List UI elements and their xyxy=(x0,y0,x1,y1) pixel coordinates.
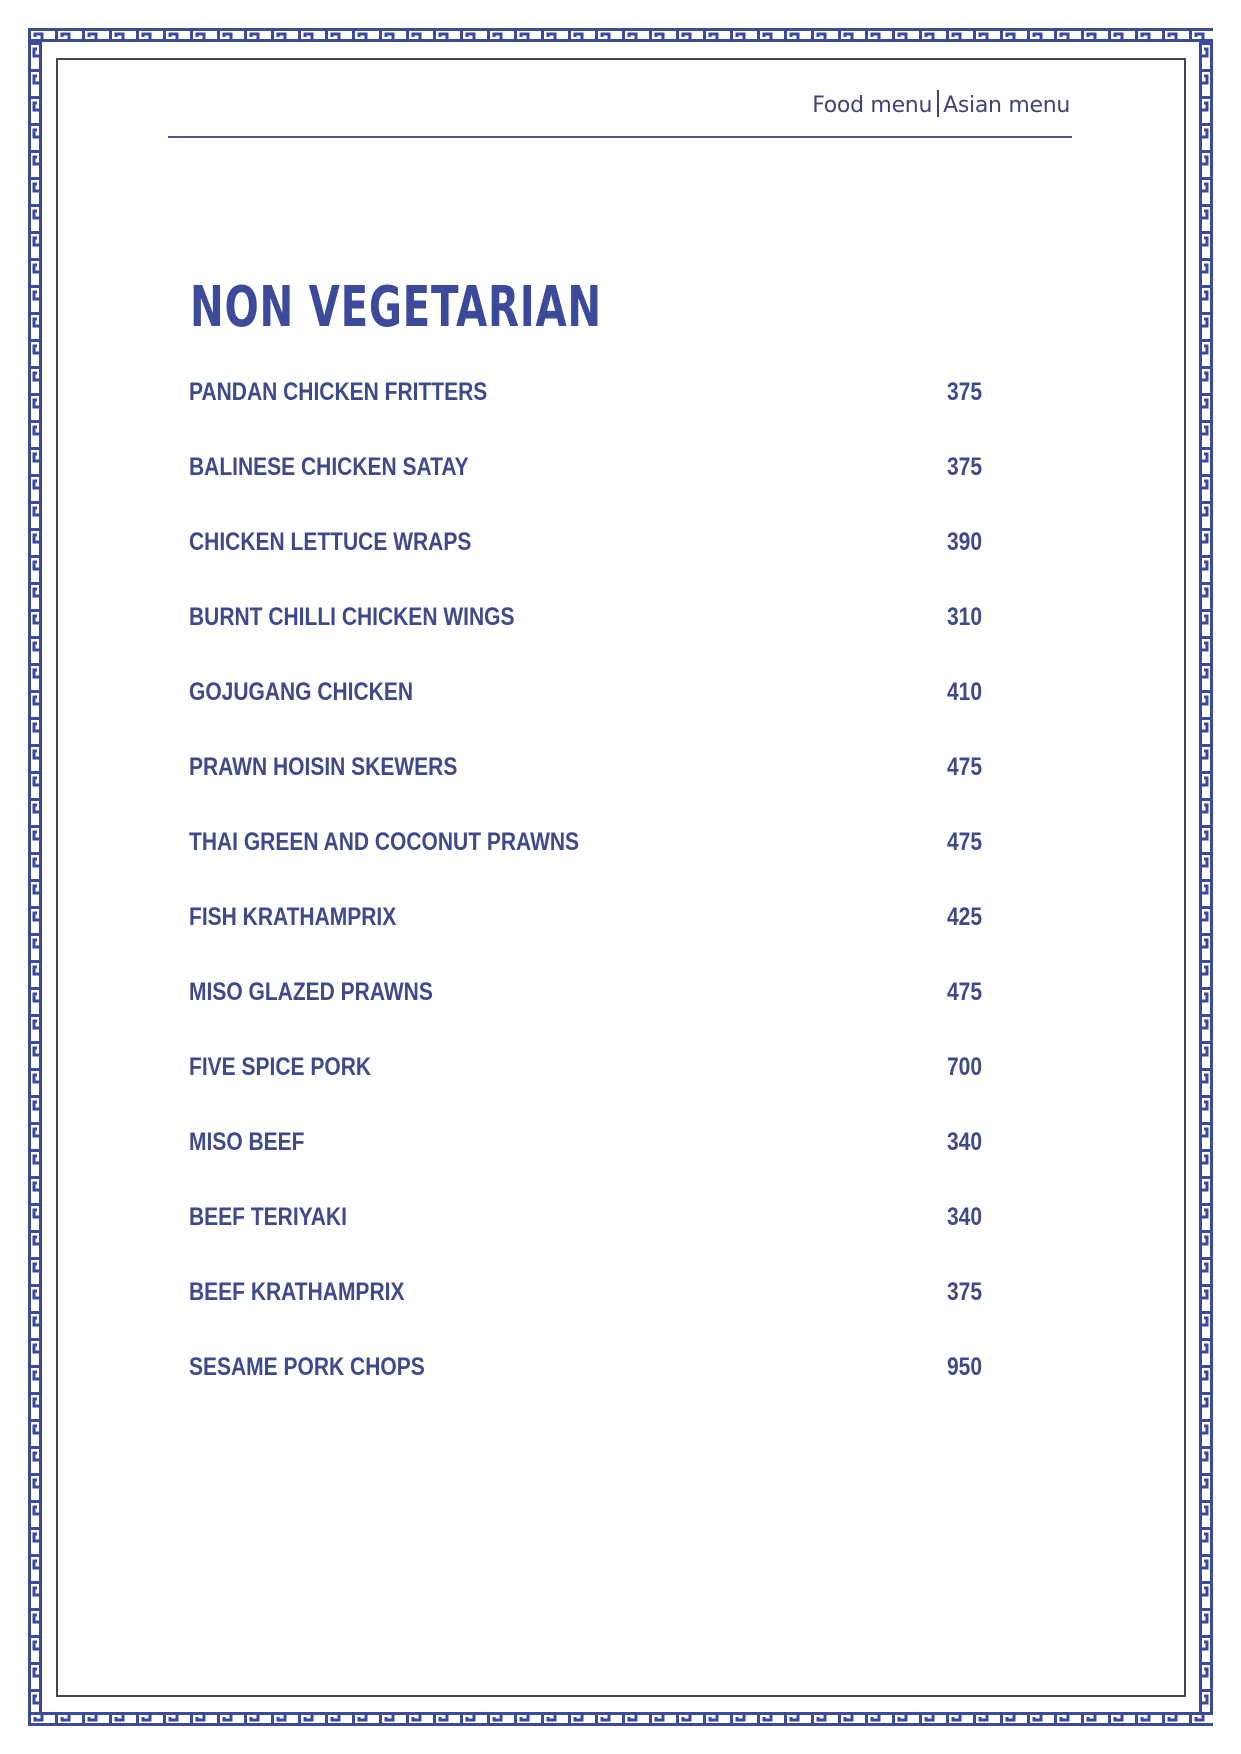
menu-item xyxy=(0,1277,1241,1307)
section-title: NON VEGETARIAN xyxy=(190,275,602,340)
menu-item-name: MISO BEEF xyxy=(189,1128,305,1156)
menu-item-price: 310 xyxy=(947,603,983,631)
menu-item-name: BALINESE CHICKEN SATAY xyxy=(189,453,469,481)
menu-item-price: 700 xyxy=(947,1053,983,1081)
menu-item-price: 475 xyxy=(947,753,983,781)
header-asian-menu: Asian menu xyxy=(943,93,1070,118)
menu-item xyxy=(0,1202,1241,1232)
menu-item xyxy=(0,1352,1241,1382)
header-divider xyxy=(168,136,1072,138)
menu-item-price: 375 xyxy=(947,378,983,406)
menu-item xyxy=(0,902,1241,932)
menu-item-price: 475 xyxy=(947,828,983,856)
menu-item xyxy=(0,527,1241,557)
menu-item-name: FISH KRATHAMPRIX xyxy=(189,903,397,931)
menu-item-name: BURNT CHILLI CHICKEN WINGS xyxy=(189,603,515,631)
menu-item-price: 375 xyxy=(947,1278,983,1306)
menu-item-name: FIVE SPICE PORK xyxy=(189,1053,372,1081)
menu-item xyxy=(0,602,1241,632)
menu-item xyxy=(0,752,1241,782)
menu-item xyxy=(0,677,1241,707)
header-separator xyxy=(937,90,939,117)
menu-item xyxy=(0,1127,1241,1157)
page-header xyxy=(812,90,1070,118)
menu-item-price: 475 xyxy=(947,978,983,1006)
menu-item-price: 390 xyxy=(947,528,983,556)
menu-item-price: 340 xyxy=(947,1203,983,1231)
menu-item-name: SESAME PORK CHOPS xyxy=(189,1353,425,1381)
border-right-band xyxy=(1199,42,1213,1712)
menu-item-name: CHICKEN LETTUCE WRAPS xyxy=(189,528,472,556)
menu-item xyxy=(0,377,1241,407)
menu-item-name: BEEF KRATHAMPRIX xyxy=(189,1278,405,1306)
border-top-band xyxy=(28,28,1213,42)
menu-item-name: PANDAN CHICKEN FRITTERS xyxy=(189,378,488,406)
menu-item-name: MISO GLAZED PRAWNS xyxy=(189,978,433,1006)
menu-item-name: BEEF TERIYAKI xyxy=(189,1203,347,1231)
menu-item-price: 950 xyxy=(947,1353,983,1381)
menu-item xyxy=(0,827,1241,857)
menu-item xyxy=(0,977,1241,1007)
menu-item-name: THAI GREEN AND COCONUT PRAWNS xyxy=(189,828,580,856)
border-left-band xyxy=(28,42,42,1712)
menu-item-price: 340 xyxy=(947,1128,983,1156)
border-bottom-band xyxy=(28,1712,1213,1726)
header-food-menu: Food menu xyxy=(812,93,933,118)
menu-item-name: GOJUGANG CHICKEN xyxy=(189,678,414,706)
menu-item-price: 410 xyxy=(947,678,983,706)
menu-item-name: PRAWN HOISIN SKEWERS xyxy=(189,753,458,781)
menu-item xyxy=(0,1052,1241,1082)
menu-item-price: 375 xyxy=(947,453,983,481)
menu-item xyxy=(0,452,1241,482)
menu-item-price: 425 xyxy=(947,903,983,931)
